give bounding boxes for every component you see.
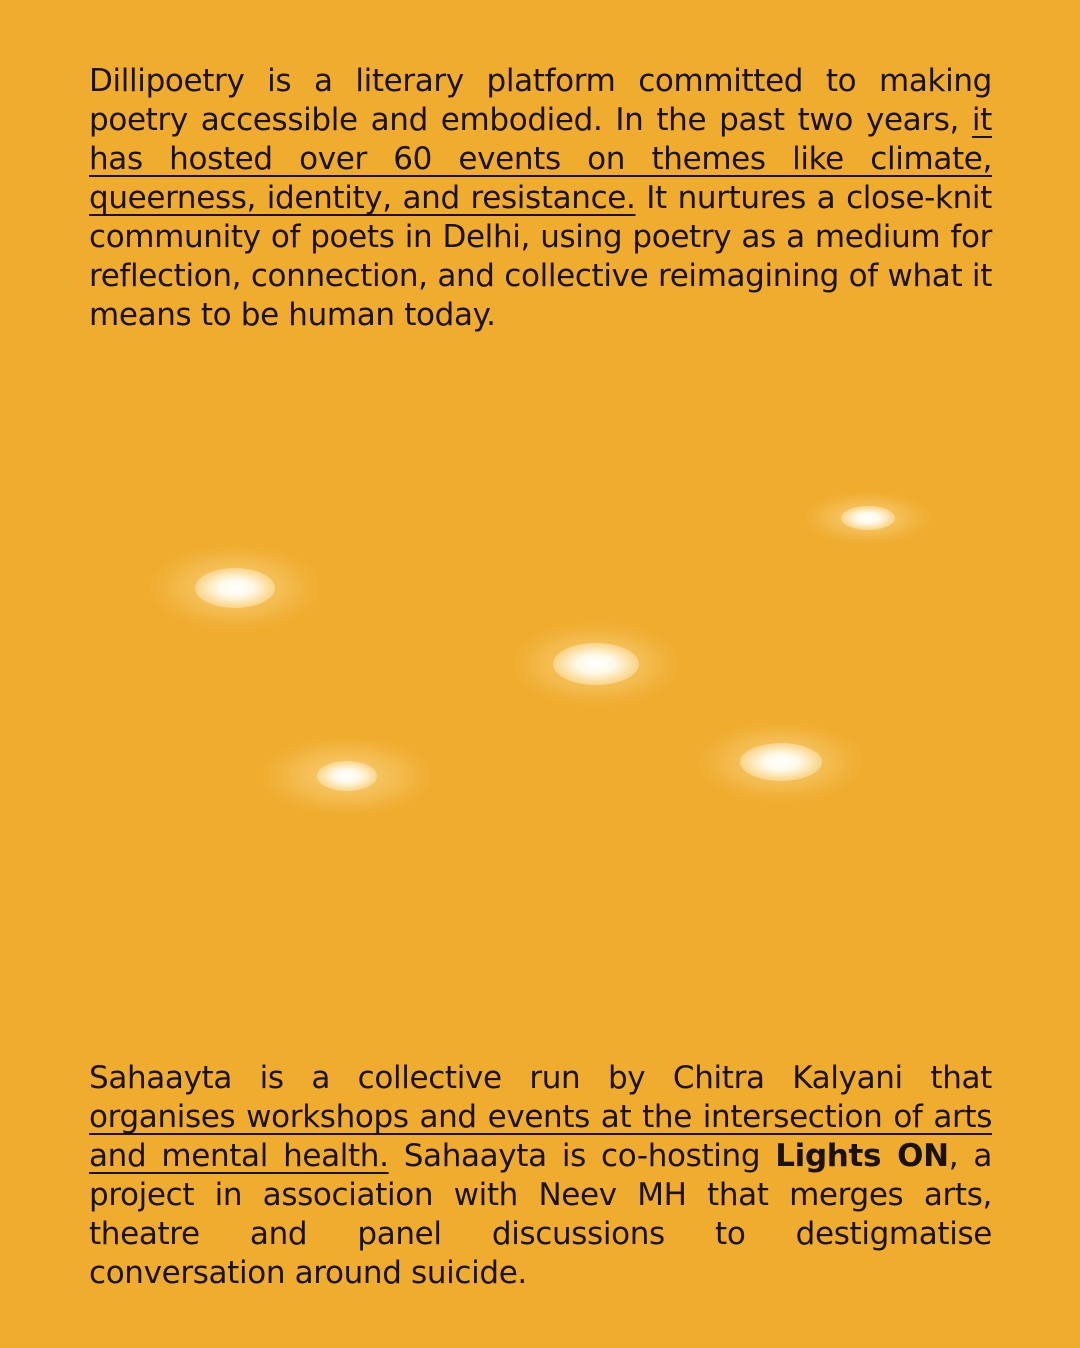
dillipoetry-description	[89, 62, 992, 335]
lights-on-highlight: Lights ON	[775, 1138, 949, 1174]
intro-text-start: Dillipoetry is a literary platform committed to making poetry accessible and embodied. In the past two years,	[89, 63, 992, 138]
glow-light-1	[150, 545, 320, 630]
outro-text-mid: Sahaayta is co-hosting	[388, 1138, 776, 1174]
intro-text-end: It nurtures a close-knit community of poets in Delhi, using poetry as a medium for reflection, connection, and collective reimagining of what it means to be human today.	[89, 180, 992, 333]
glow-light-3	[805, 492, 930, 544]
outro-text-start: Sahaayta is a collective run by Chitra Kalyani that	[89, 1060, 992, 1096]
glow-light-5	[262, 737, 432, 815]
outro-text-end: , a project in association with Neev MH that merges arts, theatre and panel discussions to destigmatise conversation around suicide.	[89, 1138, 992, 1291]
glow-light-2	[512, 622, 680, 706]
glow-light-4	[698, 722, 863, 802]
intro-underlined-events: it has hosted over 60 events on themes like climate, queerness, identity, and resistance.	[89, 102, 992, 216]
sahaayta-description	[89, 1059, 992, 1293]
outro-underlined-workshops: organises workshops and events at the intersection of arts and mental health.	[89, 1099, 992, 1174]
